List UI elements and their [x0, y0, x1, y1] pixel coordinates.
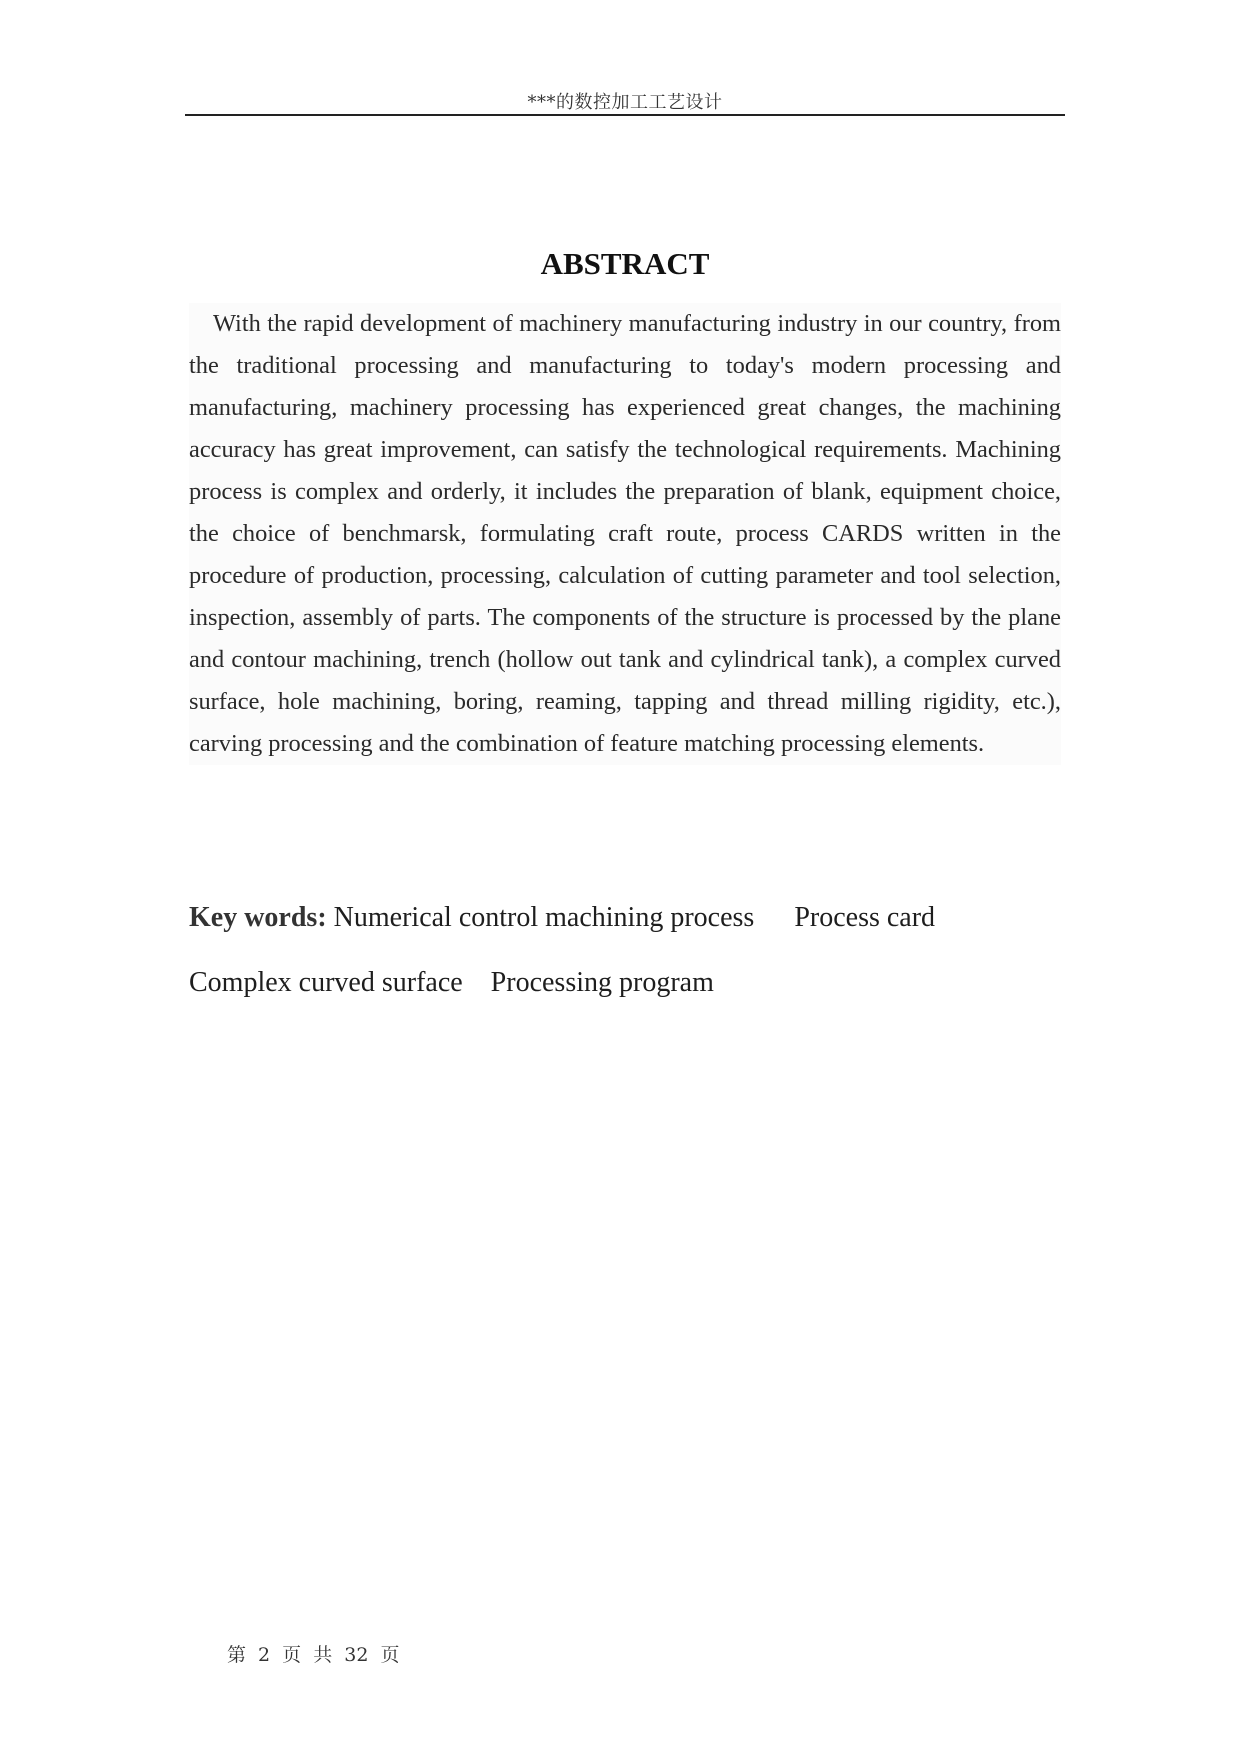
abstract-heading: ABSTRACT [540, 246, 710, 281]
keyword-item: Processing program [490, 967, 714, 998]
keyword-item: Numerical control machining process [333, 902, 755, 933]
keywords-label: Key words: [189, 902, 327, 933]
header-rule [185, 114, 1065, 116]
keywords-block [189, 885, 1069, 1015]
abstract-body: With the rapid development of machinery manufacturing industry in our country, from the traditional processing and manufacturing to today's modern processing and manufacturing, machinery processing has experienced great changes, the machining accuracy has great improvement, can satisfy the technological requirements. Machining process is complex and orderly, it includes the preparation of blank, equipment choice, the choice of benchmarsk, formulating craft route, process CARDS written in the procedure of production, processing, calculation of cutting parameter and tool selection, inspection, assembly of parts. The components of the structure is processed by the plane and contour machining, trench (hollow out tank and cylindrical tank), a complex curved surface, hole machining, boring, reaming, tapping and thread milling rigidity, etc.), carving processing and the combination of feature matching processing elements. [189, 303, 1061, 765]
running-header: ***的数控加工工艺设计 [527, 92, 723, 113]
keyword-item: Complex curved surface [189, 967, 463, 998]
page-number: 第 2 页 共 32 页 [227, 1644, 400, 1666]
keyword-item: Process card [794, 902, 936, 933]
